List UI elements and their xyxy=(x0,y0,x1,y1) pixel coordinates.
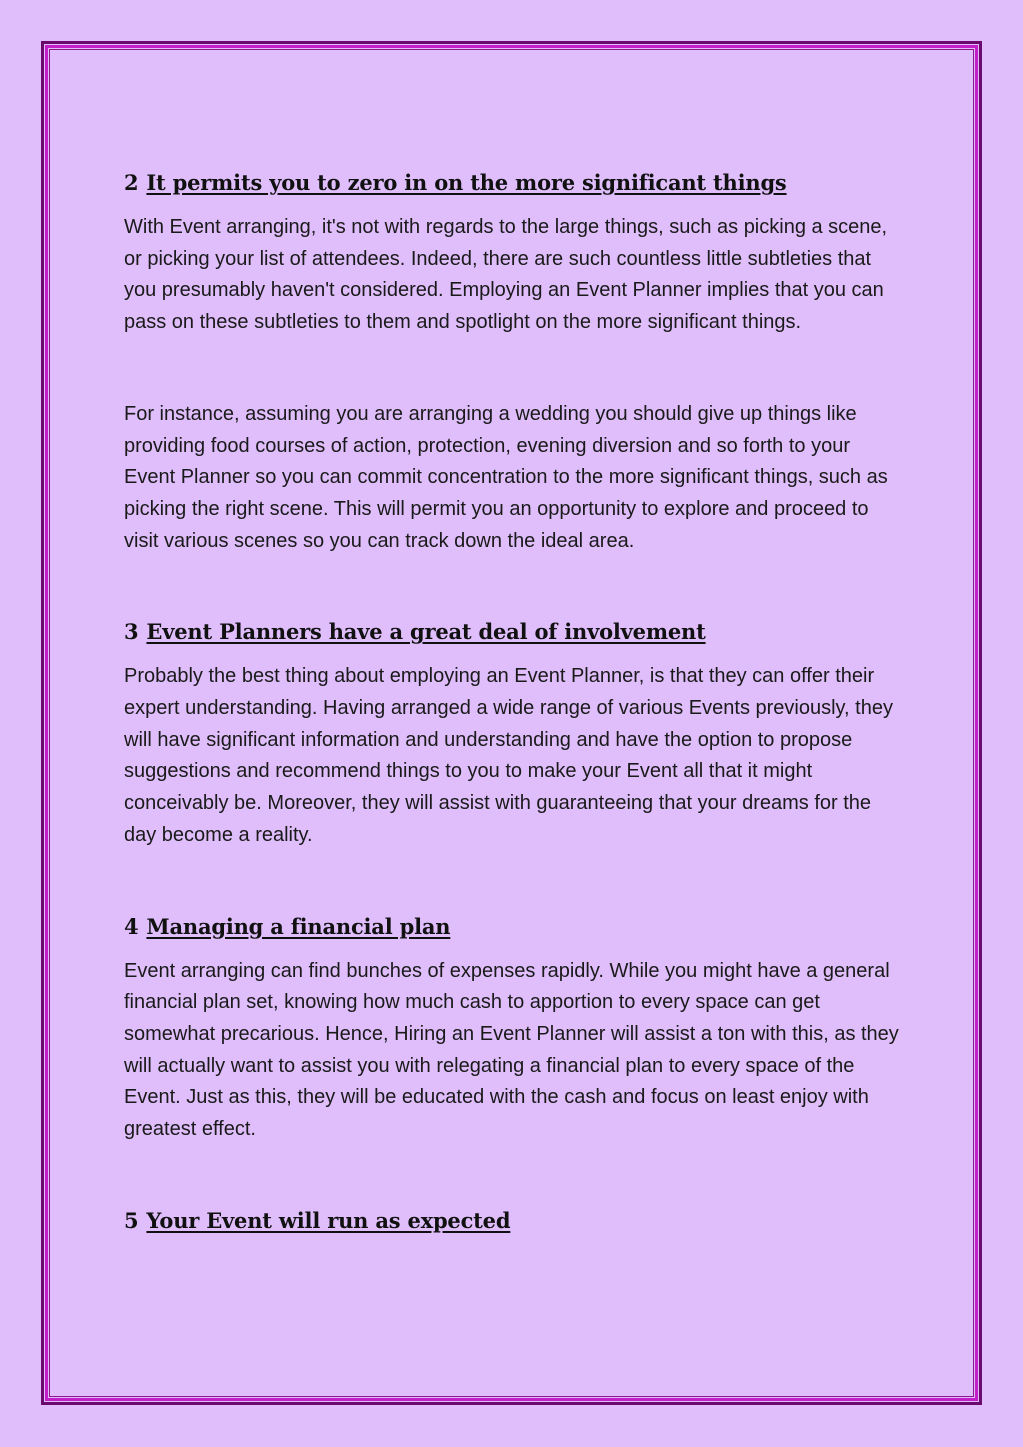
section-title: It permits you to zero in on the more significant things xyxy=(146,170,787,195)
document-content xyxy=(124,168,904,1250)
section-number: 4 xyxy=(124,913,139,939)
section-title: Your Event will run as expected xyxy=(146,1207,511,1233)
section-number: 3 xyxy=(124,619,139,645)
section-heading xyxy=(124,912,904,942)
section-4 xyxy=(124,912,904,1146)
section-2 xyxy=(124,168,904,557)
section-title: Event Planners have a great deal of involvement xyxy=(146,619,706,645)
section-heading xyxy=(124,1206,904,1236)
section-heading xyxy=(124,168,904,198)
section-number: 5 xyxy=(124,1207,139,1233)
paragraph: Event arranging can find bunches of expenses rapidly. While you might have a general financial plan set, knowing how much cash to apportion to every space can get somewhat precarious. Hence, Hiring an Event Planner will assist a ton with this, as they will actually want to assist you with relegating a financial plan to every space of the Event. Just as this, they will be educated with the cash and focus on least enjoy with greatest effect. xyxy=(124,959,899,1141)
section-title: Managing a financial plan xyxy=(146,913,451,939)
paragraph: For instance, assuming you are arranging a wedding you should give up things like providing food courses of action, protection, evening diversion and so forth to your Event Planner so you can commit concentration to the more significant things, such as picking the right scene. This will permit you an opportunity to explore and proceed to visit various scenes so you can track down the ideal area. xyxy=(124,402,888,552)
section-5 xyxy=(124,1206,904,1236)
paragraph: Probably the best thing about employing an Event Planner, is that they can offer their expert understanding. Having arranged a wide range of various Events previously, they will have significant information and understanding and have the option to propose suggestions and recommend things to you to make your Event all that it might conceivably be. Moreover, they will assist with guaranteeing that your dreams for the day become a reality. xyxy=(124,665,893,846)
section-3 xyxy=(124,617,904,851)
section-number: 2 xyxy=(124,170,139,195)
paragraph: With Event arranging, it's not with regards to the large things, such as picking a scene, or picking your list of attendees. Indeed, there are such countless little subtleties that you presumably haven't considered. Employing an Event Planner implies that you can pass on these subtleties to them and spotlight on the more significant things. xyxy=(124,216,888,334)
section-heading xyxy=(124,617,904,647)
